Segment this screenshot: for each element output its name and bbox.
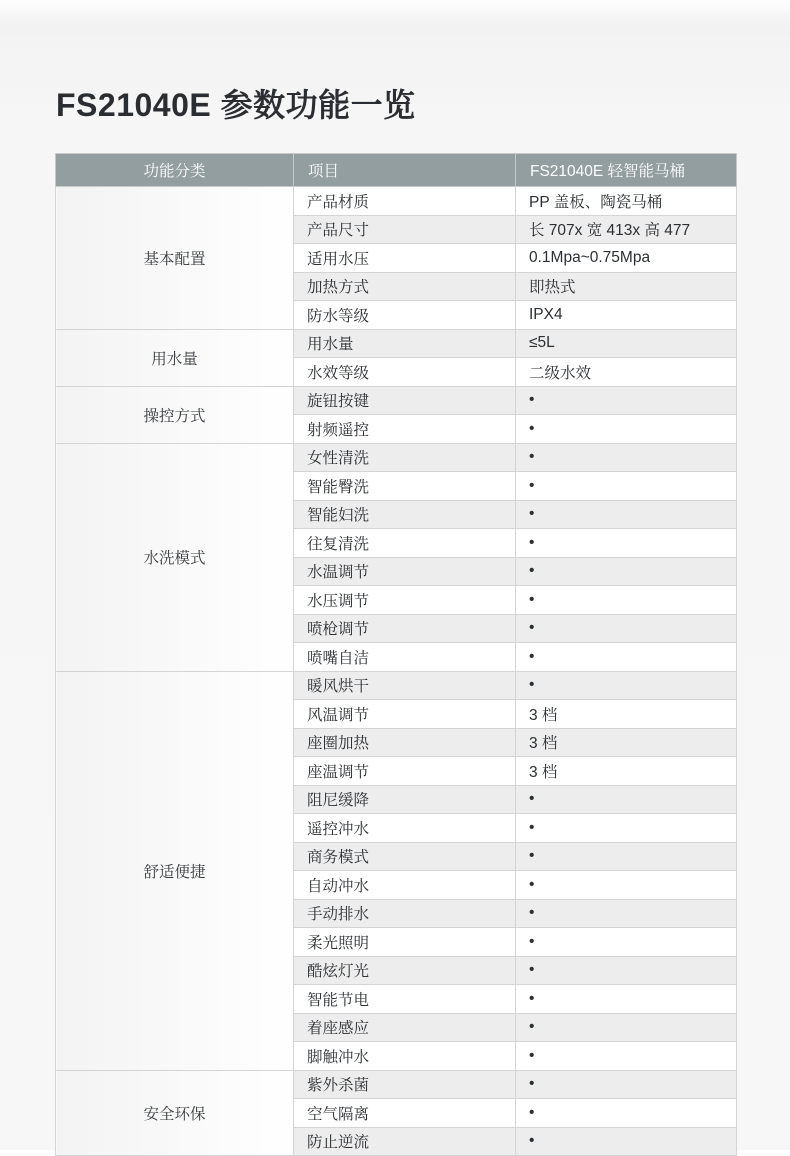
item-cell: 暖风烘干 [294, 671, 516, 700]
value-cell: 0.1Mpa~0.75Mpa [516, 244, 737, 273]
value-cell: • [516, 1099, 737, 1128]
value-cell: • [516, 671, 737, 700]
table-row [56, 443, 737, 472]
value-cell: • [516, 842, 737, 871]
page-title: FS21040E 参数功能一览 [56, 87, 416, 123]
table-row [56, 329, 737, 358]
item-cell: 用水量 [294, 329, 516, 358]
value-cell: • [516, 1013, 737, 1042]
value-cell: IPX4 [516, 301, 737, 330]
header-product: FS21040E 轻智能马桶 [516, 154, 737, 187]
category-cell: 操控方式 [56, 386, 294, 443]
item-cell: 防水等级 [294, 301, 516, 330]
value-cell: • [516, 814, 737, 843]
header-category: 功能分类 [56, 154, 294, 187]
item-cell: 风温调节 [294, 700, 516, 729]
value-cell: • [516, 472, 737, 501]
category-cell: 用水量 [56, 329, 294, 386]
value-cell: • [516, 500, 737, 529]
item-cell: 喷枪调节 [294, 614, 516, 643]
table-body [56, 187, 737, 1156]
item-cell: 脚触冲水 [294, 1042, 516, 1071]
item-cell: 自动冲水 [294, 871, 516, 900]
item-cell: 产品尺寸 [294, 215, 516, 244]
item-cell: 适用水压 [294, 244, 516, 273]
value-cell: • [516, 415, 737, 444]
category-cell: 基本配置 [56, 187, 294, 330]
value-cell: • [516, 386, 737, 415]
value-cell: 3 档 [516, 757, 737, 786]
value-cell: 二级水效 [516, 358, 737, 387]
table-header-row [56, 154, 737, 187]
item-cell: 酷炫灯光 [294, 956, 516, 985]
item-cell: 水温调节 [294, 557, 516, 586]
item-cell: 智能臀洗 [294, 472, 516, 501]
value-cell: • [516, 557, 737, 586]
value-cell: • [516, 1042, 737, 1071]
item-cell: 着座感应 [294, 1013, 516, 1042]
item-cell: 柔光照明 [294, 928, 516, 957]
value-cell: • [516, 928, 737, 957]
category-cell: 安全环保 [56, 1070, 294, 1156]
item-cell: 空气隔离 [294, 1099, 516, 1128]
item-cell: 水效等级 [294, 358, 516, 387]
value-cell: • [516, 643, 737, 672]
value-cell: • [516, 614, 737, 643]
item-cell: 喷嘴自洁 [294, 643, 516, 672]
value-cell: 即热式 [516, 272, 737, 301]
spec-table [55, 153, 737, 1156]
value-cell: • [516, 443, 737, 472]
item-cell: 防止逆流 [294, 1127, 516, 1156]
item-cell: 遥控冲水 [294, 814, 516, 843]
value-cell: • [516, 899, 737, 928]
item-cell: 智能妇洗 [294, 500, 516, 529]
value-cell: 长 707x 宽 413x 高 477 [516, 215, 737, 244]
table-row [56, 671, 737, 700]
value-cell: • [516, 1070, 737, 1099]
category-cell: 水洗模式 [56, 443, 294, 671]
value-cell: • [516, 871, 737, 900]
item-cell: 加热方式 [294, 272, 516, 301]
item-cell: 往复清洗 [294, 529, 516, 558]
item-cell: 水压调节 [294, 586, 516, 615]
item-cell: 阻尼缓降 [294, 785, 516, 814]
item-cell: 紫外杀菌 [294, 1070, 516, 1099]
value-cell: • [516, 785, 737, 814]
item-cell: 旋钮按键 [294, 386, 516, 415]
value-cell: • [516, 956, 737, 985]
table-row [56, 187, 737, 216]
value-cell: 3 档 [516, 700, 737, 729]
item-cell: 女性清洗 [294, 443, 516, 472]
item-cell: 座温调节 [294, 757, 516, 786]
item-cell: 手动排水 [294, 899, 516, 928]
value-cell: PP 盖板、陶瓷马桶 [516, 187, 737, 216]
header-item: 项目 [294, 154, 516, 187]
table-row [56, 386, 737, 415]
value-cell: • [516, 529, 737, 558]
item-cell: 产品材质 [294, 187, 516, 216]
value-cell: 3 档 [516, 728, 737, 757]
item-cell: 智能节电 [294, 985, 516, 1014]
value-cell: • [516, 586, 737, 615]
item-cell: 座圈加热 [294, 728, 516, 757]
item-cell: 射频遥控 [294, 415, 516, 444]
table-row [56, 1070, 737, 1099]
item-cell: 商务模式 [294, 842, 516, 871]
value-cell: ≤5L [516, 329, 737, 358]
value-cell: • [516, 1127, 737, 1156]
category-cell: 舒适便捷 [56, 671, 294, 1070]
value-cell: • [516, 985, 737, 1014]
